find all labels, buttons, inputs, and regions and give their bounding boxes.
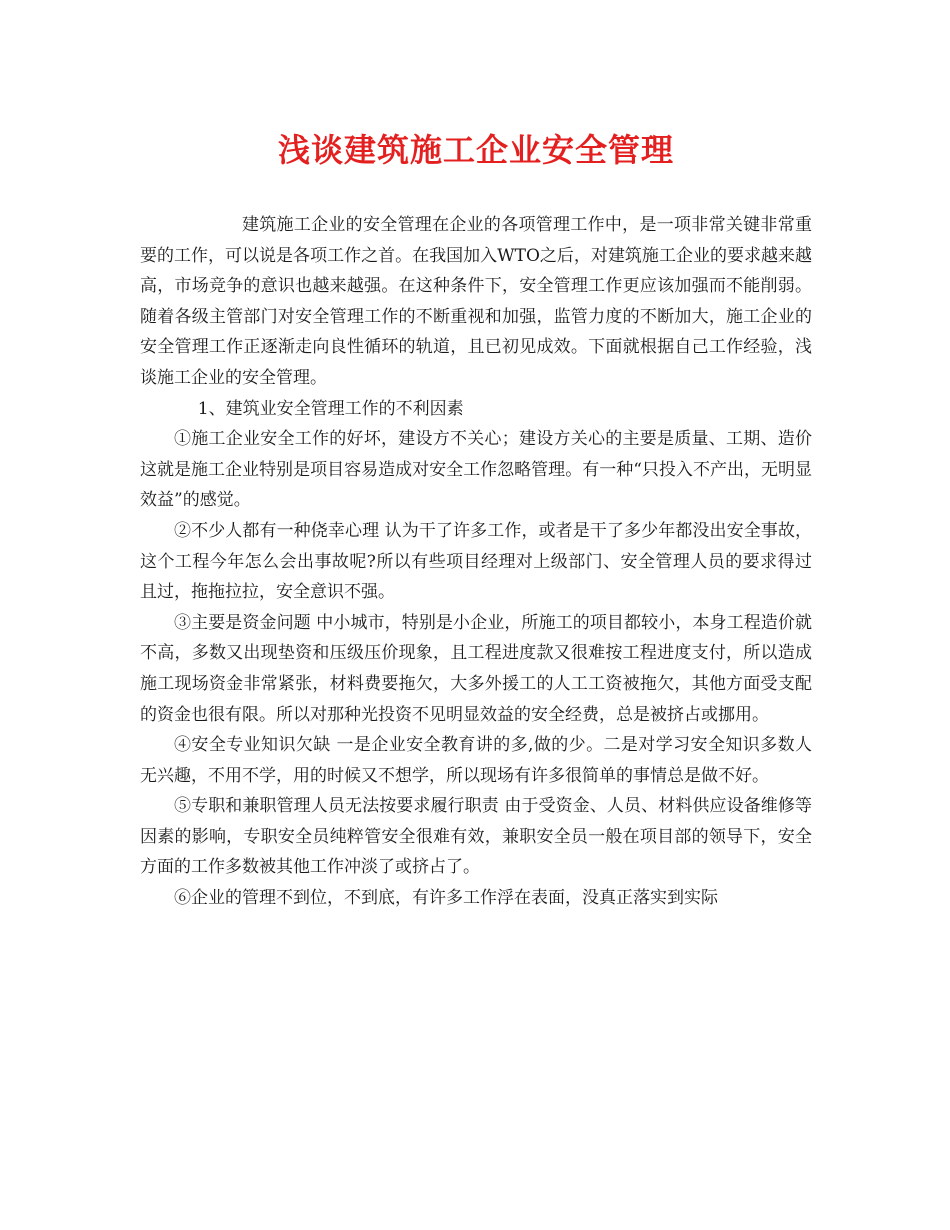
intro-paragraph: 建筑施工企业的安全管理在企业的各项管理工作中，是一项非常关键非常重要的工作，可以说是各项工作之首。在我国加入WTO之后，对建筑施工企业的要求越来越高，市场竞争的意识也越来越强。在这种条件下，安全管理工作更应该加强而不能削弱。随着各级主管部门对安全管理工作的不断重视和加强，监管力度的不断加大，施工企业的安全管理工作正逐渐走向良性循环的轨道，且已初见成效。下面就根据自己工作经验，浅谈施工企业的安全管理。 [140, 215, 812, 388]
section-heading: 1、建筑业安全管理工作的不利因素 [197, 398, 464, 419]
factor-paragraph-2: ②不少人都有一种侥幸心理 认为干了许多工作，或者是干了多少年都没出安全事故，这个工程今年怎么会出事故呢?所以有些项目经理对上级部门、安全管理人员的要求得过且过，拖拖拉拉，安全意识不强。 [140, 520, 812, 603]
factor-paragraph-1: ①施工企业安全工作的好坏，建设方不关心；建设方关心的主要是质量、工期、造价 这就是施工企业特别是项目容易造成对安全工作忽略管理。有一种“只投入不产出，无明显效益”的感觉。 [140, 429, 812, 511]
factor-paragraph-3: ③主要是资金问题 中小城市，特别是小企业，所施工的项目都较小，本身工程造价就不高，多数又出现垫资和压级压价现象，且工程进度款又很难按工程进度支付，所以造成施工现场资金非常紧张，材料费要拖欠，大多外援工的人工工资被拖欠，其他方面受支配的资金也很有限。所以对那种光投资不见明显效益的安全经费，总是被挤占或挪用。 [140, 612, 812, 725]
factor-paragraph-6: ⑥企业的管理不到位，不到底，有许多工作浮在表面，没真正落实到实际 [174, 888, 718, 909]
factor-paragraph-4: ④安全专业知识欠缺 一是企业安全教育讲的多,做的少。二是对学习安全知识多数人无兴趣，不用不学，用的时候又不想学，所以现场有许多很简单的事情总是做不好。 [140, 735, 812, 786]
document-title: 浅谈建筑施工企业安全管理 [277, 131, 674, 169]
factor-paragraph-5: ⑤专职和兼职管理人员无法按要求履行职责 由于受资金、人员、材料供应设备维修等因素的影响，专职安全员纯粹管安全很难有效，兼职安全员一般在项目部的领导下，安全方面的工作多数被其他工作冲淡了或挤占了。 [140, 796, 812, 878]
